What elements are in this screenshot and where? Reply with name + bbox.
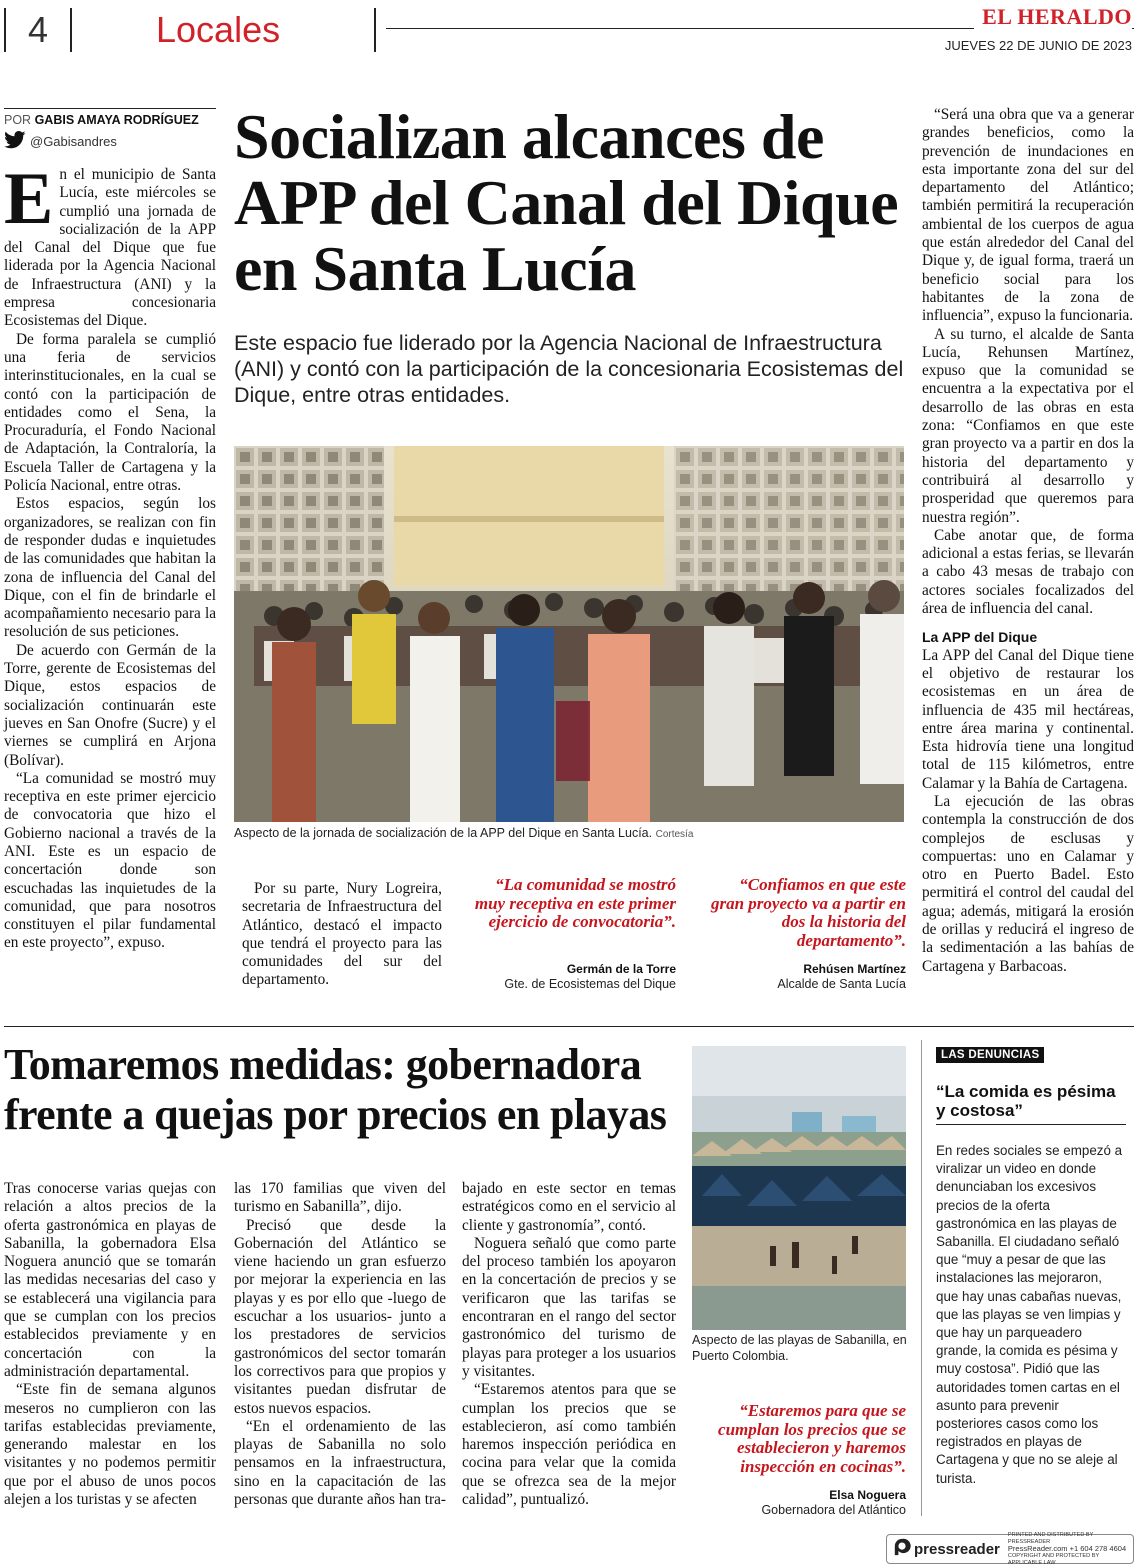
- newspaper-brand: EL HERALDO: [974, 4, 1132, 30]
- photo-credit: Cortesía: [655, 829, 694, 840]
- article2-photo-caption: Aspecto de las playas de Sabanilla, en Puerto Colombia.: [692, 1333, 907, 1363]
- article1-column-1: [4, 158, 216, 953]
- twitter-icon: [4, 131, 26, 152]
- article1-photo-caption: [234, 826, 914, 840]
- twitter-line: [4, 131, 216, 152]
- article2-paragraph: Noguera señaló que como parte del proceso también los apoyaron en la concertación de precios y se verificaron que las tarifas se encontraran en el rango del sector gastronómico del turismo de playas para proteger a los usuarios y visitantes.: [462, 1234, 676, 1380]
- article2-column-1: [4, 1180, 216, 1509]
- twitter-handle: @Gabisandres: [30, 134, 117, 149]
- article1-headline: Socializan alcances de APP del Canal del Dique en Santa Lucía: [234, 101, 899, 304]
- sidebar-divider: [921, 1040, 922, 1516]
- section-divider: [4, 1026, 1134, 1027]
- page-number: 4: [4, 8, 72, 52]
- article1-column-3: [922, 106, 1134, 976]
- article2-headline: Tomaremos medidas: gobernadora frente a quejas por precios en playas: [4, 1040, 667, 1139]
- article1-paragraph: Cabe anotar que, de forma adicional a estas ferias, se llevarán a cabo 43 mesas de trabajo con actores sociales focalizados del área de influencia del canal.: [922, 526, 1134, 618]
- pull-quote-1: “La comunidad se mostró muy receptiva en este primer ejercicio de convocatoria”.: [474, 875, 676, 931]
- pressreader-name: pressreader: [914, 1540, 1000, 1558]
- article1-photo: [234, 446, 904, 822]
- article1-paragraph: Por su parte, Nury Logreira, secretaria de Infraestructura del Atlántico, destacó el impacto que tendrá el proyecto para las comunidades del sur del departamento.: [242, 880, 442, 989]
- pressreader-legal: [1008, 1532, 1127, 1566]
- pull-quote-2-role: Alcalde de Santa Lucía: [777, 977, 906, 991]
- pull-quote-1-name: Germán de la Torre: [566, 962, 676, 976]
- article1-paragraph: La APP del Canal del Dique tiene el objetivo de restaurar los ecosistemas en un área de influencia de 435 mil hectáreas, entre área marina y continental. Esta hidrovía tiene una longitud total de 115 kilómetros, entre Calamar y la Bahía de Cartagena.: [922, 646, 1134, 792]
- article2-pull-quote-role: Gobernadora del Atlántico: [761, 1503, 906, 1517]
- article2-pull-quote-name: Elsa Noguera: [829, 1488, 906, 1502]
- article2-paragraph: “En el ordenamiento de las playas de Sabanilla no solo pensamos en la infraestructura, sino en la capacitación de las personas que durante años han tra-: [234, 1417, 446, 1509]
- article2-paragraph: “Estaremos atentos para que se cumplan los precios que se establecieron, así como también haremos inspección periódica en cocina para velar que la comida que se ofrezca sea de la mejor calidad”, puntualizó.: [462, 1381, 676, 1509]
- article2-column-3: [462, 1180, 676, 1509]
- pull-quote-1-role: Gte. de Ecosistemas del Dique: [504, 977, 676, 991]
- article2-photo: [692, 1046, 906, 1330]
- byline-prefix: POR: [4, 113, 32, 127]
- sidebar-body: En redes sociales se empezó a viralizar un video en donde denunciaban los excesivos precios de la oferta gastronómica en las playas de Sabanilla. El ciudadano señaló que “muy a pesar de que las instalaciones las mejoraron, que hay unas cabañas nuevas, que las playas se ven limpias y que hay un parqueadero grande, la comida es pésima y muy costosa”. Pidió que las autoridades tomen cartas en el asunto para prevenir posteriores casos como los registrados en playas de Cartagena y que no se aleje al turista.: [936, 1143, 1123, 1486]
- article1-subheading: La APP del Dique: [922, 629, 1038, 646]
- article2-paragraph: “Este fin de semana algunos meseros no cumplieron con las tarifas establecidas previamente, generando malestar en los visitantes y no podemos permitir que por el abuso de unos pocos alejen a los turistas y se afecten: [4, 1381, 216, 1509]
- article1-paragraph: La ejecución de las obras contempla la construcción de dos complejos de esclusas y compuertas: uno en Calamar y otro en Puerto Badel. Esto permitirá el control del caudal del agua; además, mitigará la erosión de orillas y reducirá el ingreso de la sedimentación a las bahías de Cartagena y Barbacoas.: [922, 792, 1134, 975]
- article2-pull-quote: “Estaremos para que se cumplan los precios que se establecieron y haremos inspección en cocinas”.: [718, 1401, 906, 1476]
- article1-paragraph: Estos espacios, según los organizadores, se realizan con fin de responder dudas e inquietudes de las comunidades que habitan la zona de influencia del Canal del Dique, con el fin de brindarle el acompañamiento necesario para la resolución de sus peticiones.: [4, 495, 216, 641]
- sidebar-title: “La comida es pésima y costosa”: [936, 1082, 1126, 1125]
- article1-column-2: [242, 880, 442, 990]
- article1-paragraph: De acuerdo con Germán de la Torre, gerente de Ecosistemas del Dique, estos espacios de socialización continuarán este jueves en San Onofre (Sucre) y el viernes se cumplirá en Arjona (Bolívar).: [4, 641, 216, 769]
- article2-paragraph: Precisó que desde la Gobernación del Atlántico se viene haciendo un gran esfuerzo por mejorar la experiencia en las playas y es por ello que -luego de escuchar a los usuarios- junto a los prestadores de servicios gastronómicos del sector tomarán los correctivos para que propios y visitantes puedan disfrutar de estos nuevos espacios.: [234, 1216, 446, 1417]
- pressreader-icon: [893, 1538, 911, 1560]
- article2-paragraph: bajado en este sector en temas estratégicos como en el servicio al cliente y gastronomía”, contó.: [462, 1180, 676, 1234]
- section-name: Locales: [156, 9, 281, 50]
- article2-paragraph: las 170 familias que viven del turismo en Sabanilla”, dijo.: [234, 1180, 446, 1216]
- article2-column-2: [234, 1180, 446, 1509]
- header-divider: [374, 8, 376, 52]
- pressreader-line: COPYRIGHT AND PROTECTED BY APPLICABLE LAW: [1007, 1553, 1100, 1566]
- article1-subhead: Este espacio fue liderado por la Agencia Nacional de Infraestructura (ANI) y contó con la participación de la concesionaria Ecosistemas del Dique, entre otras entidades.: [234, 331, 904, 407]
- pressreader-logo: [893, 1538, 1000, 1560]
- pull-quote-2-name: Rehúsen Martínez: [803, 962, 906, 976]
- sidebar-tag: LAS DENUNCIAS: [936, 1047, 1044, 1063]
- article1-paragraph: A su turno, el alcalde de Santa Lucía, Rehunsen Martínez, expuso que la comunidad se encuentra a la expectativa por el desarrollo de las obras en esta zona: “Confiamos en que este gran proyecto va a partir en dos la historia del departamento y contribuirá al desarrollo y prosperidad que queremos para nuestra región”.: [922, 325, 1134, 526]
- article1-paragraph: “Será una obra que va a generar grandes beneficios, como la prevención de inundaciones en esta importante zona del sur del departamento del Atlántico; también permitirá la recuperación ambiental de los cuerpos de agua que están alrededor del Canal del Dique y, de igual forma, traerá un beneficio social para los habitantes de la zona de influencia”, expuso la funcionaria.: [922, 106, 1134, 325]
- article2-paragraph: Tras conocerse varias quejas con relación a altos precios de la oferta gastronómica en playas de Sabanilla, la gobernadora Elsa Noguera anunció que se tomarán las medidas necesarias del caso y se establecerá una vigilancia para que se cumplan con los precios establecidos previamente y en concertación con la administración departamental.: [4, 1180, 216, 1380]
- byline-author: GABIS AMAYA RODRÍGUEZ: [34, 113, 199, 127]
- drop-cap: E: [4, 158, 54, 240]
- article1-paragraph: En el municipio de Santa Lucía, este miércoles se cumplió una jornada de socialización de la APP del Canal del Dique que fue liderada por la Agencia Nacional de Infraestructura (ANI) y la empresa concesionaria Ecosistemas del Dique.: [4, 158, 216, 330]
- caption-text: Aspecto de la jornada de socialización de la APP del Dique en Santa Lucía.: [234, 826, 653, 840]
- publication-date: JUEVES 22 DE JUNIO DE 2023: [944, 38, 1132, 53]
- pressreader-line: PRINTED AND DISTRIBUTED BY PRESSREADER: [1007, 1532, 1094, 1545]
- pressreader-badge[interactable]: [886, 1534, 1134, 1564]
- article1-paragraph: De forma paralela se cumplió una feria de servicios interinstitucionales, en la cual se contó con la participación de entidades como el Sena, la Procuraduría, el Fondo Nacional de Adaptación, la Contraloría, la Escuela Taller de Cartagena y la Policía Nacional, entre otras.: [4, 330, 216, 495]
- article1-paragraph: “La comunidad se mostró muy receptiva en este primer ejercicio de convocatoria que hizo el Gobierno nacional a través de la ANI. Este es un espacio de concertación donde son escuchadas las inquietudes de la comunidad, que para nosotros constituyen el pilar fundamental en este proyecto”, expuso.: [4, 769, 216, 952]
- pressreader-line: PressReader.com +1 604 278 4604: [1007, 1544, 1127, 1553]
- byline: [4, 108, 216, 152]
- pull-quote-2: “Confiamos en que este gran proyecto va a partir en dos la historia del departamento”.: [710, 875, 906, 950]
